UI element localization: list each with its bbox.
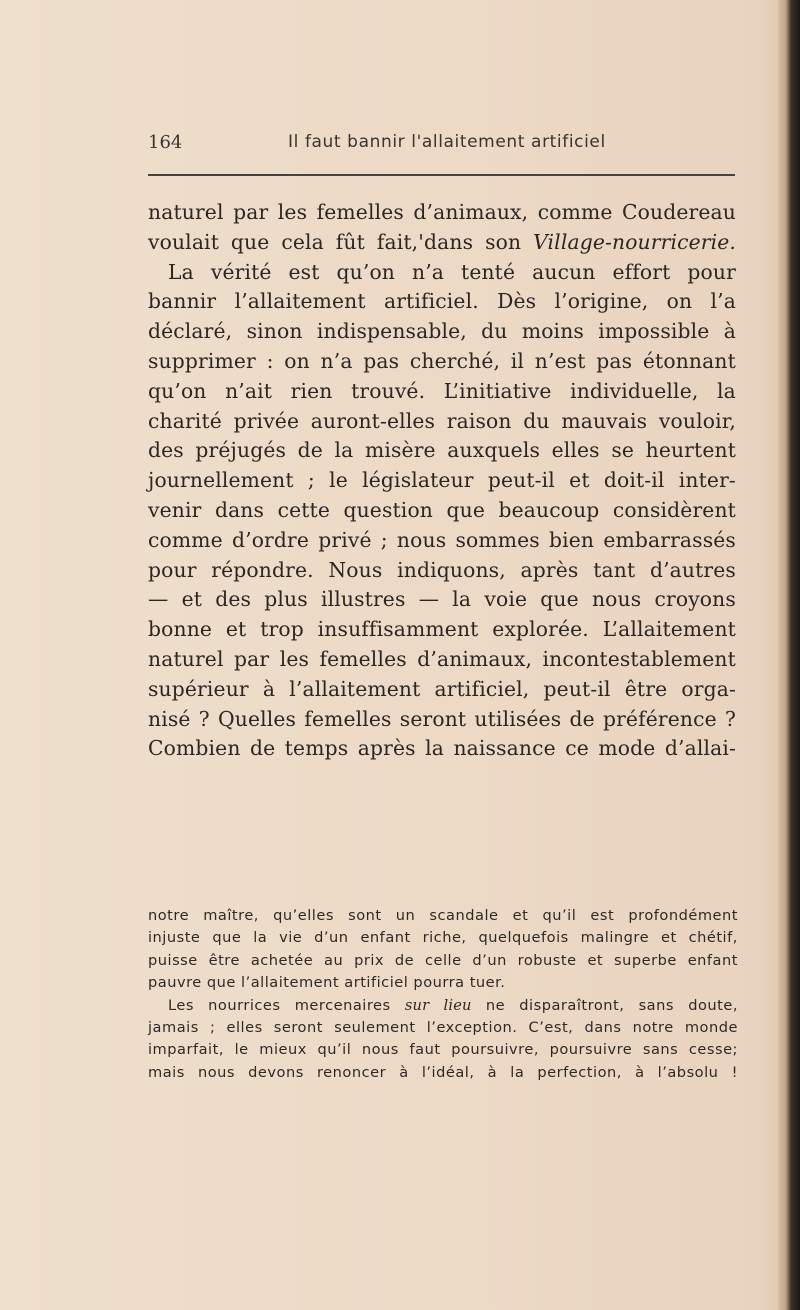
word: embarrassés	[603, 527, 736, 552]
word: ;	[380, 527, 388, 552]
word: heurtent	[645, 438, 736, 463]
word: Nous	[328, 557, 383, 582]
body-line	[148, 317, 736, 347]
word: raison	[446, 408, 512, 433]
word: achetée	[250, 951, 314, 969]
word: moins	[521, 319, 584, 344]
footnote-line	[148, 905, 738, 927]
word: ce	[565, 736, 589, 761]
body-line	[148, 287, 736, 317]
body-line	[148, 585, 736, 615]
word: individuelle,	[570, 378, 699, 403]
word: par	[234, 646, 270, 671]
body-line	[148, 198, 736, 228]
word: nisé	[148, 706, 191, 731]
word: à	[723, 319, 736, 344]
body-line	[148, 407, 736, 437]
word: plus	[264, 587, 308, 612]
word: et	[569, 468, 590, 493]
word: vie	[279, 929, 303, 947]
page-number: 164	[148, 132, 183, 153]
word: à	[399, 1063, 409, 1081]
word: pas	[363, 348, 400, 373]
word: du	[481, 319, 508, 344]
body-line	[148, 377, 736, 407]
word: l’absolu	[657, 1063, 719, 1081]
word: mercenaires	[294, 996, 391, 1014]
word: l’origine,	[554, 289, 649, 314]
word: elles	[226, 1018, 263, 1036]
word: voie	[484, 587, 528, 612]
word: d’animaux,	[417, 646, 533, 671]
word: peut-il	[487, 468, 555, 493]
word: nourrices	[208, 996, 281, 1014]
word: :	[266, 348, 274, 373]
word: enfant	[687, 951, 738, 969]
word: législateur	[362, 468, 474, 493]
word: de	[569, 706, 595, 731]
word: inter-	[678, 468, 736, 493]
body-line	[148, 466, 736, 496]
word: nous	[591, 587, 642, 612]
body-line	[148, 645, 736, 675]
word: Dès	[497, 289, 537, 314]
word: répondre.	[211, 557, 314, 582]
word: dans	[584, 1018, 622, 1036]
word: voulait	[148, 229, 219, 254]
word: à	[262, 676, 276, 701]
word: d’animaux,	[413, 200, 529, 224]
word: d’un	[314, 929, 349, 947]
word: enfant	[360, 929, 411, 947]
footnote-line	[148, 1039, 738, 1061]
word: Les	[168, 996, 194, 1014]
word: préjugés	[195, 438, 287, 463]
word: ;	[209, 1018, 216, 1036]
word: notre	[148, 907, 190, 924]
word: les	[277, 200, 308, 224]
footnote-line	[148, 972, 738, 994]
word: faut	[409, 1041, 441, 1059]
word: beaucoup	[498, 497, 600, 522]
word: cela	[281, 229, 324, 254]
word: qu’on	[336, 259, 396, 284]
word: doute,	[688, 996, 738, 1014]
word: utilisées	[474, 706, 562, 731]
word: L’initiative	[443, 378, 552, 403]
word: poursuivre	[549, 1041, 633, 1059]
word: nous	[197, 1063, 236, 1081]
word: la	[510, 1063, 525, 1081]
word: rien	[290, 378, 333, 403]
word: quelquefois	[478, 929, 569, 947]
footnote	[148, 905, 738, 1084]
word: sans	[642, 1041, 679, 1059]
word: cesse;	[688, 1041, 738, 1059]
word: bonne	[148, 617, 213, 642]
word: ?	[198, 706, 210, 731]
body-line	[148, 705, 736, 735]
word: —	[418, 587, 440, 612]
word: C’est,	[528, 1018, 574, 1036]
word: malingre	[580, 929, 650, 947]
word: étonnant	[642, 348, 736, 373]
word: n’a	[411, 259, 445, 284]
word: qu’elles	[273, 907, 334, 924]
body-line	[148, 496, 736, 526]
word: illustres	[320, 587, 406, 612]
word: femelles	[319, 646, 407, 671]
body-line	[148, 347, 736, 377]
word: l’allaitement	[289, 676, 421, 701]
word: celle	[424, 951, 462, 969]
word: ne	[485, 996, 506, 1014]
word: la	[717, 378, 736, 403]
word: est	[288, 259, 320, 284]
word: trouvé.	[351, 378, 426, 403]
word: que	[212, 929, 242, 947]
body-line	[148, 228, 736, 258]
word: insuffisamment	[317, 617, 479, 642]
word: Village-nourricerie.	[533, 229, 736, 254]
word: imparfait,	[148, 1041, 224, 1059]
word: après	[520, 557, 579, 582]
word: son	[485, 229, 522, 254]
word: à	[635, 1063, 645, 1081]
word: temps	[284, 736, 349, 761]
word: disparaîtront,	[519, 996, 625, 1014]
word: perfection,	[537, 1063, 622, 1081]
body-line	[148, 526, 736, 556]
word: robuste	[517, 951, 577, 969]
body-line	[148, 556, 736, 586]
word: d’ordre	[231, 527, 310, 552]
word: des	[215, 587, 252, 612]
word: la	[425, 736, 445, 761]
word: incontestablement	[542, 646, 736, 671]
footnote-line	[148, 1062, 738, 1084]
word: monde	[684, 1018, 738, 1036]
word: du	[523, 408, 550, 433]
word: n’est	[534, 348, 586, 373]
word: comme	[537, 200, 613, 224]
word: ;	[307, 468, 315, 493]
word: journellement	[148, 468, 294, 493]
word: qu’il	[542, 907, 577, 924]
word: croyons	[654, 587, 736, 612]
word: orga-	[681, 676, 736, 701]
word: tenté	[461, 259, 516, 284]
word: naturel	[148, 200, 224, 224]
word: d’un	[472, 951, 507, 969]
body-line	[148, 615, 736, 645]
word: puisse	[148, 951, 198, 969]
word: charité	[148, 408, 222, 433]
word: seulement	[334, 1018, 416, 1036]
word: à	[487, 1063, 498, 1081]
word: n’a	[320, 348, 353, 373]
body-line	[148, 675, 736, 705]
word: que	[540, 587, 579, 612]
word: prix	[354, 951, 385, 969]
word: peut-il	[543, 676, 611, 701]
word: Coudereau	[621, 200, 736, 224]
word: supérieur	[148, 676, 249, 701]
word: et	[225, 617, 247, 642]
body-line	[148, 258, 736, 288]
header-rule	[148, 174, 735, 176]
word: n’ait	[225, 378, 273, 403]
word: considèrent	[612, 497, 736, 522]
word: et	[512, 907, 529, 924]
word: superbe	[614, 951, 677, 969]
word: !	[731, 1063, 738, 1081]
word: explorée.	[492, 617, 589, 642]
word: sommes	[455, 527, 540, 552]
word: cherché,	[409, 348, 501, 373]
footnote-line	[148, 927, 738, 949]
main-text	[148, 198, 736, 764]
running-header	[148, 132, 728, 160]
word: pour	[687, 259, 736, 284]
word: la	[253, 929, 268, 947]
word: de	[250, 736, 276, 761]
word: injuste	[148, 929, 201, 947]
word: on	[666, 289, 693, 314]
word: Combien	[148, 736, 241, 761]
word: et	[587, 951, 604, 969]
word: un	[395, 907, 416, 924]
word: devons	[248, 1063, 304, 1081]
word: femelles	[304, 706, 392, 731]
word: et	[181, 587, 203, 612]
word: que	[230, 229, 270, 254]
word: est	[590, 907, 615, 924]
word: d’autres	[649, 557, 736, 582]
word: privé	[318, 527, 372, 552]
word: L’allaitement	[602, 617, 736, 642]
word: aucun	[532, 259, 596, 284]
word: elles	[551, 438, 600, 463]
word: il	[510, 348, 525, 373]
word: la	[452, 587, 472, 612]
word: la	[334, 438, 354, 463]
word: des	[148, 438, 184, 463]
footnote-line	[148, 1017, 738, 1039]
word: La	[168, 259, 194, 284]
word: fût	[335, 229, 365, 254]
word: riche,	[422, 929, 467, 947]
word: fait,'dans	[376, 229, 474, 254]
word: sur	[404, 996, 430, 1014]
word: préférence	[602, 706, 717, 731]
word: sont	[348, 907, 382, 924]
word: cette	[277, 497, 330, 522]
word: qu’on	[148, 378, 207, 403]
word: nous	[361, 1041, 399, 1059]
word: que	[446, 497, 485, 522]
footnote-line	[148, 950, 738, 972]
word: après	[357, 736, 416, 761]
word: sinon	[246, 319, 303, 344]
footnote-line	[148, 995, 738, 1017]
word: —	[148, 587, 169, 612]
word: scandale	[429, 907, 499, 924]
word: par	[233, 200, 269, 224]
word: indispensable,	[316, 319, 467, 344]
word: vérité	[210, 259, 272, 284]
word: et	[660, 929, 677, 947]
text-segment: pauvre que l’allaitement artificiel pourra tuer.	[148, 974, 506, 992]
word: d’allai-	[664, 736, 736, 761]
word: bien	[549, 527, 595, 552]
word: le	[234, 1041, 249, 1059]
word: être	[208, 951, 240, 969]
word: lieu	[443, 996, 472, 1014]
word: ?	[724, 706, 736, 731]
word: naturel	[148, 646, 224, 671]
word: comme	[148, 527, 223, 552]
page-edge	[778, 0, 800, 1310]
word: qu’il	[317, 1041, 352, 1059]
running-title: Il faut bannir l'allaitement artificiel	[288, 132, 606, 152]
word: vouloir,	[658, 408, 736, 433]
word: les	[279, 646, 310, 671]
word: sans	[638, 996, 674, 1014]
word: l’idéal,	[421, 1063, 475, 1081]
word: misère	[364, 438, 436, 463]
word: de	[394, 951, 415, 969]
body-line	[148, 734, 736, 764]
word: artificiel,	[434, 676, 530, 701]
word: trop	[260, 617, 304, 642]
word: chétif,	[688, 929, 738, 947]
word: notre	[632, 1018, 674, 1036]
word: tant	[593, 557, 636, 582]
word: naissance	[453, 736, 556, 761]
word: être	[624, 676, 668, 701]
word: jamais	[148, 1018, 199, 1036]
word: auxquels	[447, 438, 541, 463]
word: bannir	[148, 289, 217, 314]
word: nous	[396, 527, 447, 552]
word: question	[343, 497, 434, 522]
word: dans	[214, 497, 265, 522]
word: mauvais	[561, 408, 648, 433]
word: l’allaitement	[234, 289, 366, 314]
word: impossible	[598, 319, 710, 344]
word: venir	[148, 497, 202, 522]
word: l’a	[710, 289, 736, 314]
word: pour	[148, 557, 197, 582]
word: effort	[612, 259, 671, 284]
word: poursuivre,	[451, 1041, 539, 1059]
word: auront-elles	[310, 408, 436, 433]
word: pas	[596, 348, 633, 373]
word: se	[611, 438, 635, 463]
word: doit-il	[603, 468, 665, 493]
word: artificiel.	[383, 289, 479, 314]
word: de	[297, 438, 323, 463]
word: profondément	[628, 907, 738, 924]
word: l’exception.	[426, 1018, 518, 1036]
word: déclaré,	[148, 319, 233, 344]
word: le	[329, 468, 348, 493]
word: maître,	[203, 907, 259, 924]
word: renoncer	[317, 1063, 387, 1081]
word: indiquons,	[397, 557, 506, 582]
word: privée	[233, 408, 300, 433]
body-line	[148, 436, 736, 466]
word: seront	[273, 1018, 323, 1036]
word: supprimer	[148, 348, 256, 373]
word: mais	[148, 1063, 185, 1081]
word: mode	[598, 736, 656, 761]
word: Quelles	[217, 706, 297, 731]
word: seront	[399, 706, 467, 731]
word: on	[284, 348, 310, 373]
word: femelles	[316, 200, 404, 224]
word: au	[324, 951, 344, 969]
word: mieux	[259, 1041, 307, 1059]
